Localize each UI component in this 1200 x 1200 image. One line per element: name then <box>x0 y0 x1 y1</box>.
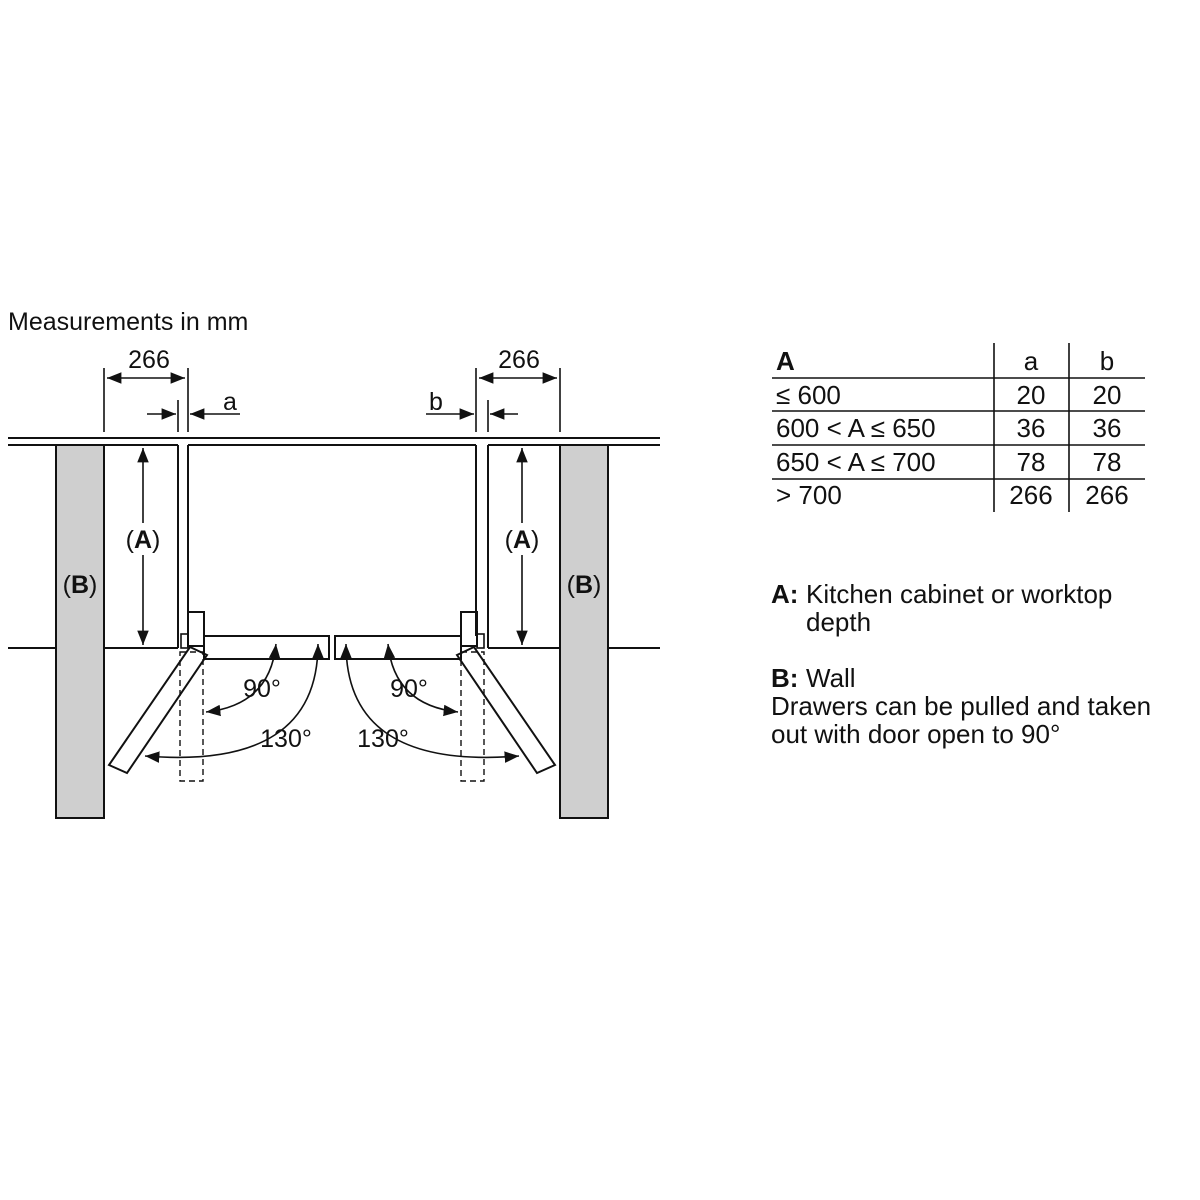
appliance-body <box>188 445 476 636</box>
door-right-open <box>457 647 555 773</box>
legend-note-line1: Drawers can be pulled and taken <box>771 691 1152 721</box>
door-right-90 <box>461 652 484 781</box>
dim-a-label: a <box>223 388 237 416</box>
right-hinge <box>461 612 477 646</box>
table-cell: 78 <box>1016 447 1046 477</box>
wall-right <box>560 445 608 818</box>
legend-a-text-line1: Kitchen cabinet or worktop <box>806 579 1113 609</box>
table-cell: 36 <box>1016 413 1046 443</box>
table-cell: 36 <box>1092 413 1122 443</box>
angle-90-left-label: 90° <box>243 675 281 703</box>
legend-a-text-line2: depth <box>806 607 872 637</box>
table-cell: 78 <box>1092 447 1122 477</box>
door-left-open <box>109 647 207 773</box>
table-cell: 266 <box>1085 480 1129 510</box>
drawer-left <box>204 636 329 659</box>
left-corner <box>181 634 188 648</box>
dim-266-left-label: 266 <box>128 346 170 374</box>
table-cell: 600 < A ≤ 650 <box>776 413 936 443</box>
dim-A-left-label: (A) <box>125 526 161 554</box>
legend-note-line2: out with door open to 90° <box>771 719 1061 749</box>
wall-left <box>56 445 104 818</box>
table-cell: 20 <box>1016 380 1046 410</box>
table-cell: 266 <box>1009 480 1053 510</box>
angle-130-right-label: 130° <box>357 725 409 753</box>
drawer-right <box>335 636 461 659</box>
legend-a-key: A: <box>771 579 799 609</box>
table-cell: > 700 <box>776 480 842 510</box>
right-corner <box>477 634 484 648</box>
table-cell: ≤ 600 <box>776 380 841 410</box>
table-header-a: a <box>1023 346 1039 376</box>
dim-266-left <box>104 368 188 432</box>
dim-A-right-label: (A) <box>504 526 540 554</box>
angle-130-left-label: 130° <box>260 725 312 753</box>
table-cell: 20 <box>1092 380 1122 410</box>
dim-b-label: b <box>429 388 443 416</box>
angle-90-right-label: 90° <box>390 675 428 703</box>
wall-left-label: (B) <box>62 571 98 599</box>
table-header-b: b <box>1099 346 1115 376</box>
table-cell: 650 < A ≤ 700 <box>776 447 936 477</box>
dim-266-right-label: 266 <box>498 346 540 374</box>
legend-b-key: B: <box>771 663 799 693</box>
measurements-caption: Measurements in mm <box>8 308 249 336</box>
left-hinge <box>188 612 204 646</box>
door-left-90 <box>180 652 203 781</box>
legend-b-text: Wall <box>806 663 856 693</box>
worktop-top <box>8 438 660 445</box>
table-header-A: A <box>776 346 795 376</box>
wall-right-label: (B) <box>566 571 602 599</box>
